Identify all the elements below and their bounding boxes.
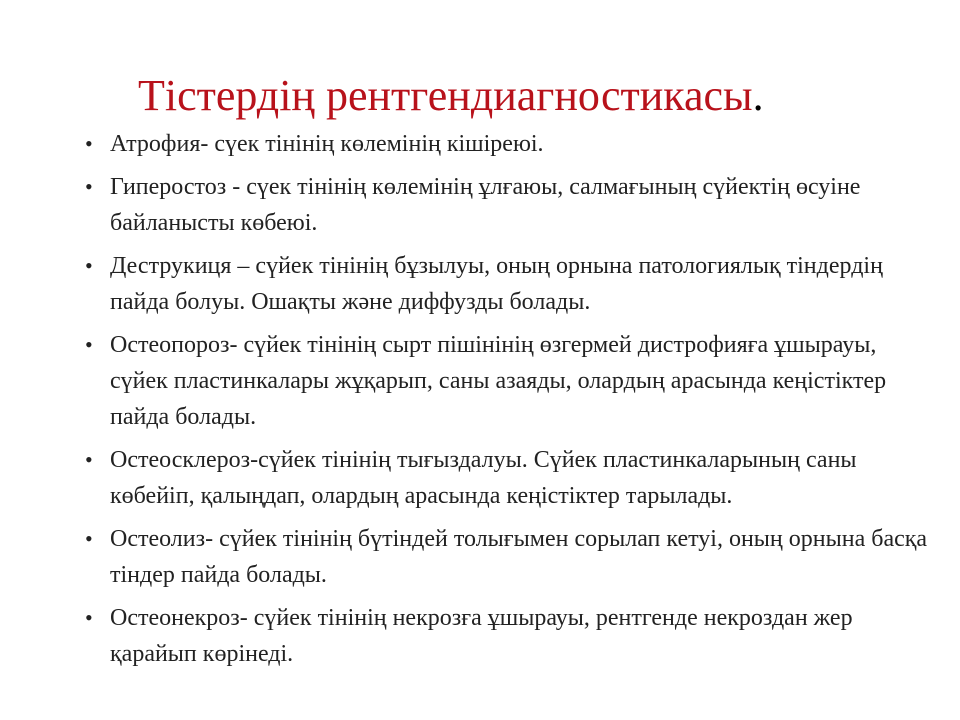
bullet-list [80, 126, 930, 679]
bullet-text: Остеолиз- сүйек тінінің бүтіндей толығымен сорылап кетуі, оның орнына басқа тіндер пайда болады. [110, 526, 928, 588]
bullet-atrophy [80, 126, 930, 162]
bullet-text: Деструкиця – сүйек тінінің бұзылуы, оның орнына патологиялық тіндердің пайда болуы. Ошақты және диффузды болады. [110, 253, 883, 315]
bullet-text: Остеопороз- сүйек тінінің сырт пішінінің өзгермей дистрофияға ұшырауы, сүйек пластинкалары жұқарып, саны азаяды, олардың арасында кеңістіктер пайда болады. [110, 332, 887, 430]
bullet-dot-icon: • [85, 332, 93, 357]
slide-title-period: . [752, 71, 764, 120]
bullet-dot-icon: • [85, 605, 93, 630]
bullet-hyperostosis [80, 169, 930, 241]
bullet-text: Остеосклероз-сүйек тінінің тығыздалуы. Сүйек пластинкаларының саны көбейіп, қалыңдап, олардың арасында кеңістіктер тарылады. [110, 447, 857, 509]
bullet-dot-icon: • [85, 253, 93, 278]
bullet-osteosclerosis [80, 442, 930, 514]
bullet-dot-icon: • [85, 174, 93, 199]
bullet-text: Остеонекроз- сүйек тінінің некрозға ұшырауы, рентгенде некроздан жер қарайып көрінеді. [110, 605, 853, 667]
slide-title [138, 66, 764, 126]
bullet-dot-icon: • [85, 447, 93, 472]
bullet-dot-icon: • [85, 131, 93, 156]
bullet-dot-icon: • [85, 526, 93, 551]
slide-title-text: Тістердің рентгендиагностикасы [138, 71, 753, 120]
bullet-osteoporosis [80, 327, 930, 435]
bullet-osteolysis [80, 521, 930, 593]
bullet-text: Гиперостоз - сүек тінінің көлемінің ұлғаюы, салмағының сүйектің өсуіне байланысты көбеюі. [110, 174, 861, 236]
bullet-osteonecrosis [80, 600, 930, 672]
bullet-text: Атрофия- сүек тінінің көлемінің кішіреюі. [110, 131, 544, 157]
bullet-destruction [80, 248, 930, 320]
